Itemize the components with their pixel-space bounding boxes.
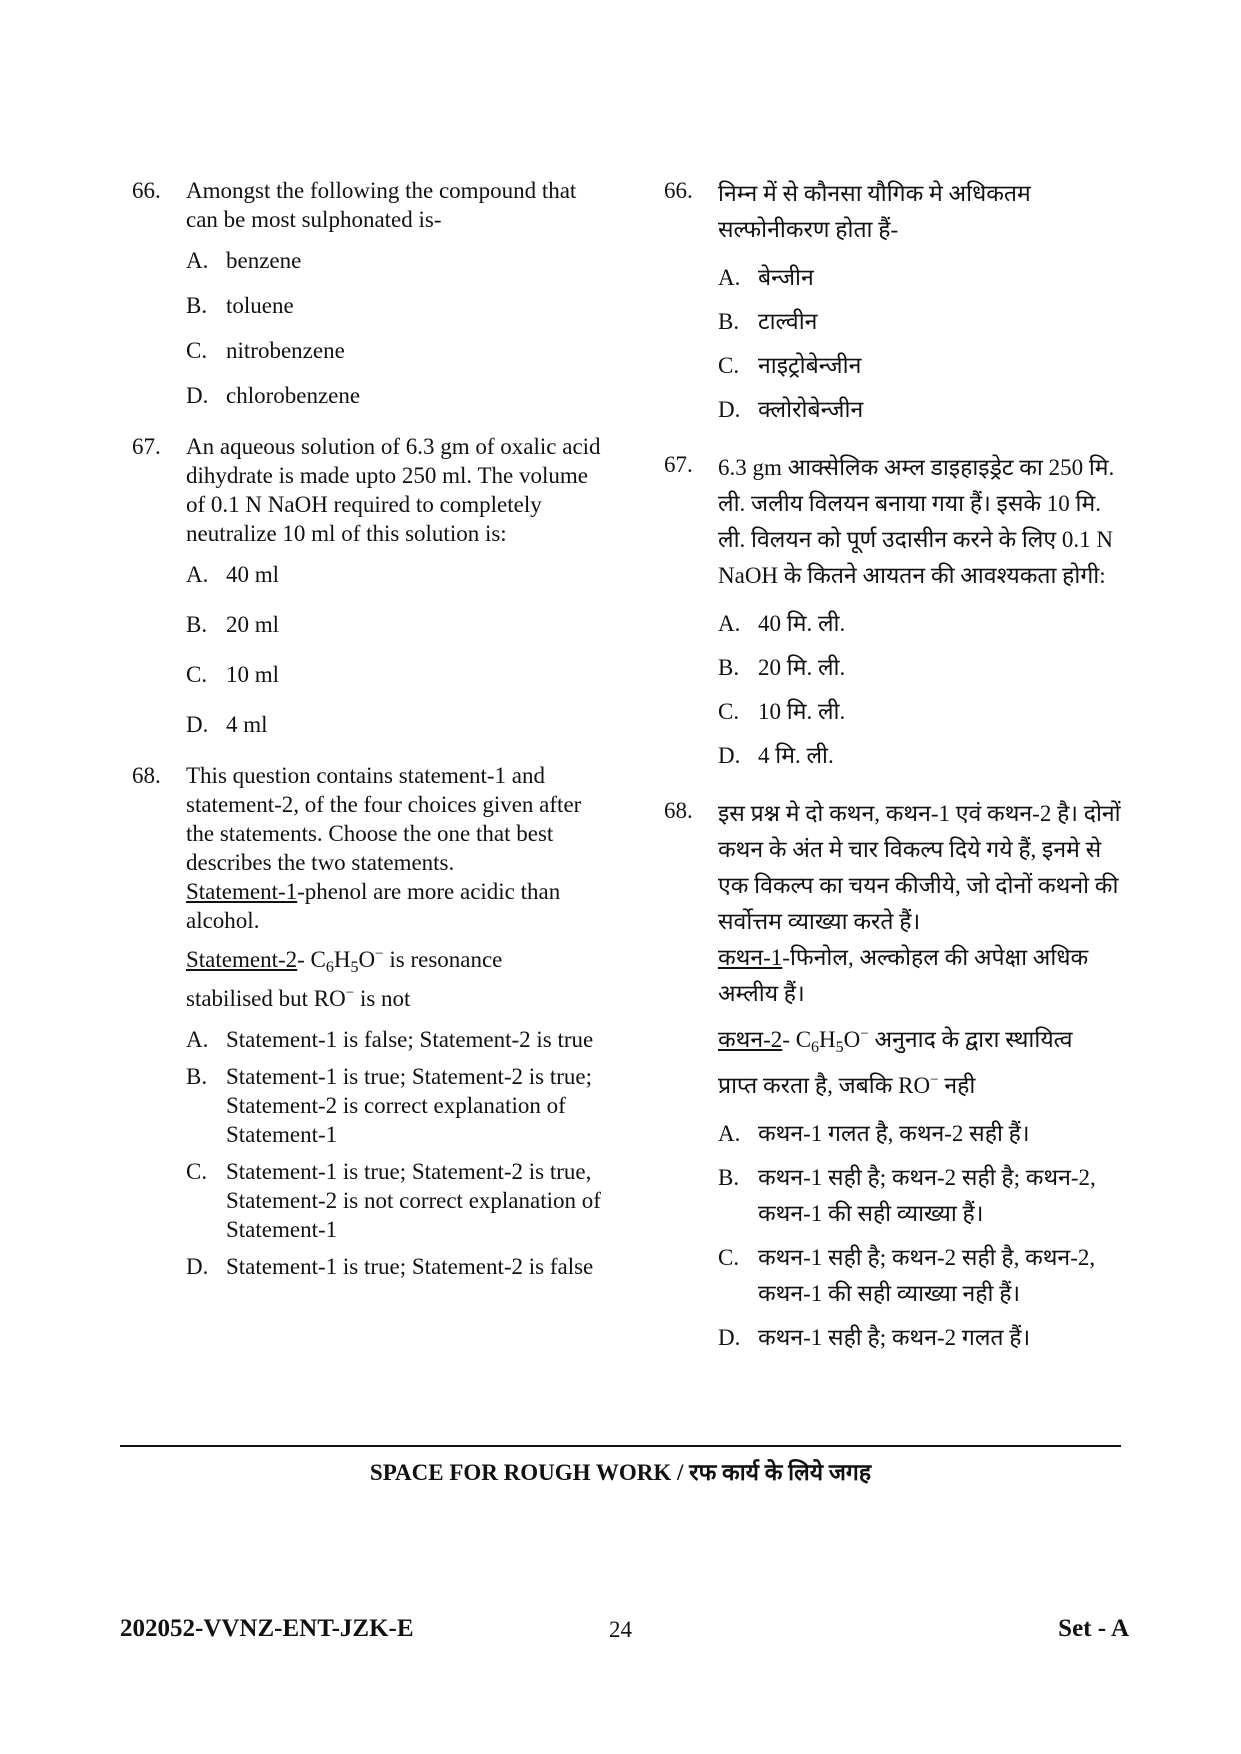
divider-line (120, 1445, 1121, 1447)
question-number: 66. (132, 178, 161, 203)
option-c: C. Statement-1 is true; Statement-2 is true, Statement-2 is not correct explanation of Statement-1 (186, 1159, 601, 1242)
option-b: B. टाल्वीन (718, 309, 818, 334)
question-text: An aqueous solution of 6.3 gm of oxalic acid dihydrate is made upto 250 ml. The volume of 0.1 N NaOH required to completely neutralize 10 ml of this solution is: (186, 434, 601, 546)
option-a: A. 40 ml (186, 562, 280, 587)
option-b: B. 20 मि. ली. (718, 655, 846, 680)
english-column (132, 176, 602, 1303)
options-list (718, 260, 1134, 428)
option-d: D. Statement-1 is true; Statement-2 is false (186, 1254, 594, 1279)
statement-1-label: कथन-1 (718, 945, 783, 970)
options-list (186, 1025, 602, 1281)
question-68-hi (664, 796, 1134, 1356)
question-text: 6.3 gm आक्सेलिक अम्ल डाइहाइड्रेट का 250 मि. ली. जलीय विलयन बनाया गया हैं। इसके 10 मि. ली. विलयन को पूर्ण उदासीन करने के लिए 0.1 N NaOH के कितने आयतन की आवश्यकता होगी: (718, 455, 1115, 588)
options-list (186, 560, 602, 739)
options-list (186, 246, 602, 410)
option-a: A. 40 मि. ली. (718, 611, 846, 636)
question-68-en (132, 761, 602, 1281)
question-67-en (132, 432, 602, 739)
option-c: C. 10 ml (186, 662, 280, 687)
question-text: इस प्रश्न मे दो कथन, कथन-1 एवं कथन-2 है। दोनों कथन के अंत मे चार विकल्प दिये गये हैं, इनमे से एक विकल्प का चयन कीजीये, जो दोनों कथनो की सर्वोत्तम व्याख्या करते हैं। कथन-1-फिनोल, अल्कोहल की अपेक्षा अधिक अम्लीय हैं। (718, 801, 1121, 1006)
statement-1-label: Statement-1 (186, 879, 298, 904)
option-a: A. बेन्जीन (718, 265, 814, 290)
option-c: C. 10 मि. ली. (718, 699, 846, 724)
statement-2: Statement-2- $C_6H_5O^-$ is resonance (186, 946, 503, 976)
statement-1-text: -फिनोल, अल्कोहल की अपेक्षा अधिक अम्लीय हैं। (718, 945, 1089, 1006)
statement-2: कथन-2- $C_6H_5O^-$ अनुनाद के द्वारा स्थायित्व (718, 1026, 1073, 1056)
footer-code: 202052-VVNZ-ENT-JZK-E (120, 1615, 414, 1642)
option-c: C. नाइट्रोबेन्जीन (718, 353, 862, 378)
statement-2-cont: प्राप्त करता है, जबकि RO− नही (718, 1072, 976, 1098)
option-a: A. Statement-1 is false; Statement-2 is true (186, 1027, 594, 1052)
rough-work-heading: SPACE FOR ROUGH WORK / रफ कार्य के लिये जगह (369, 1460, 872, 1485)
question-number: 68. (664, 798, 693, 823)
option-a: A. benzene (186, 248, 302, 273)
options-list (718, 606, 1134, 774)
question-number: 66. (664, 178, 693, 203)
question-text: निम्न में से कौनसा यौगिक मे अधिकतम सल्फोनीकरण होता हैं- (718, 181, 1031, 242)
hindi-column (664, 176, 1134, 1378)
statement-1-text: -phenol are more acidic than alcohol. (186, 879, 561, 933)
option-b: B. Statement-1 is true; Statement-2 is true; Statement-2 is correct explanation of Statement-1 (186, 1064, 593, 1147)
question-text: Amongst the following the compound that can be most sulphonated is- (186, 178, 577, 232)
footer-set: Set - A (1058, 1615, 1129, 1642)
statement-2-label: कथन-2 (718, 1027, 783, 1052)
question-number: 68. (132, 763, 161, 788)
question-66-en (132, 176, 602, 410)
option-d: D. chlorobenzene (186, 383, 361, 408)
option-a: A. कथन-1 गलत है, कथन-2 सही हैं। (718, 1121, 1030, 1146)
question-number: 67. (664, 452, 693, 477)
option-c: C. कथन-1 सही है; कथन-2 सही है, कथन-2, कथन-1 की सही व्याख्या नही हैं। (718, 1245, 1096, 1306)
options-list (718, 1116, 1134, 1356)
statement-2-cont: stabilised but RO− is not (186, 985, 411, 1011)
question-67-hi (664, 450, 1134, 774)
option-d: D. क्लोरोबेन्जीन (718, 397, 864, 422)
option-b: B. toluene (186, 293, 294, 318)
option-b: B. 20 ml (186, 612, 280, 637)
question-66-hi (664, 176, 1134, 428)
page-number: 24 (609, 1617, 632, 1642)
option-b: B. कथन-1 सही है; कथन-2 सही है; कथन-2, कथन-1 की सही व्याख्या हैं। (718, 1165, 1096, 1226)
option-d: D. कथन-1 सही है; कथन-2 गलत हैं। (718, 1325, 1031, 1350)
option-d: D. 4 ml (186, 712, 268, 737)
statement-2-label: Statement-2 (186, 947, 298, 972)
question-number: 67. (132, 434, 161, 459)
option-d: D. 4 मि. ली. (718, 743, 834, 768)
question-text: This question contains statement-1 and statement-2, of the four choices given after the statements. Choose the one that best describes the two statements. Statement-1-phenol are more acidic than alcohol. (186, 763, 582, 933)
option-c: C. nitrobenzene (186, 338, 345, 363)
